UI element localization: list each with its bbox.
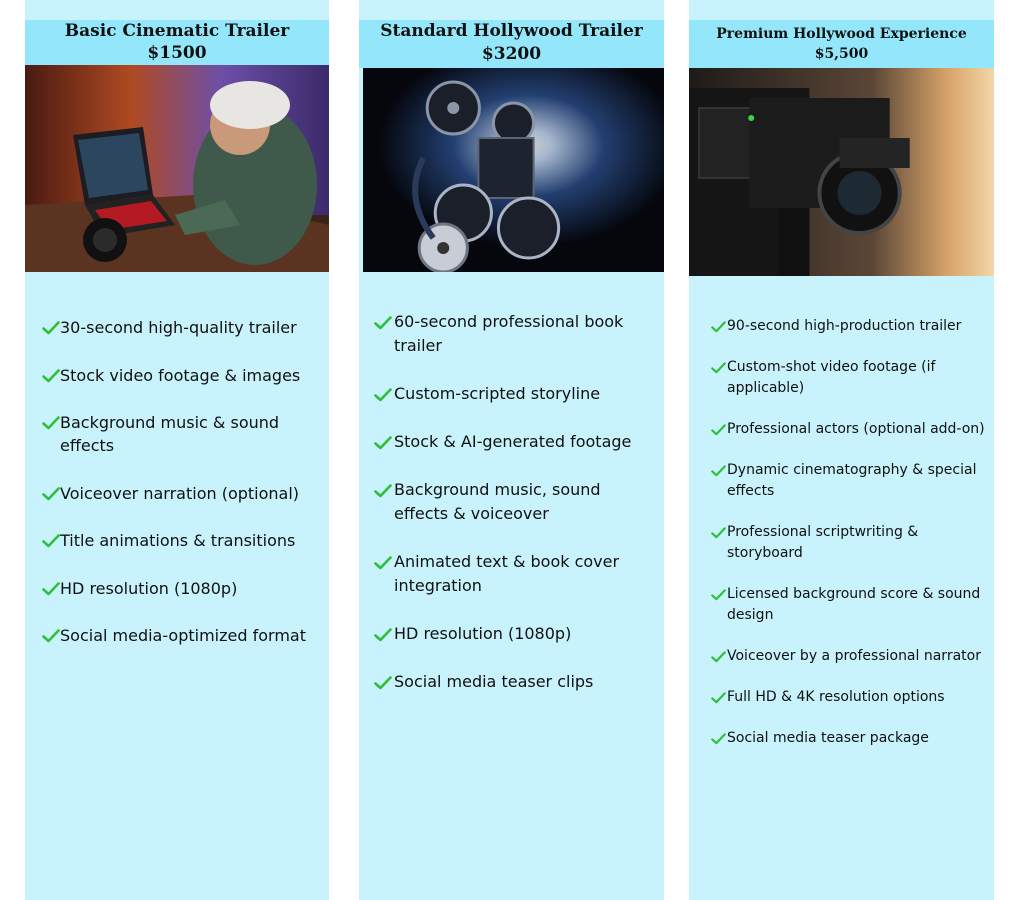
feature-text: Animated text & book cover integration xyxy=(394,552,620,595)
checkmark-icon xyxy=(711,321,726,333)
feature-item xyxy=(25,529,329,552)
plan-title: Basic Cinematic Trailer xyxy=(64,21,290,41)
photo-cinema-camera xyxy=(689,68,994,276)
feature-text: Dynamic cinematography & special effects xyxy=(727,462,977,499)
plan-price: $3200 xyxy=(481,44,542,64)
feature-list xyxy=(25,316,329,672)
feature-text: Custom-shot video footage (if applicable) xyxy=(727,359,936,396)
plan-header xyxy=(689,20,994,68)
feature-item xyxy=(359,670,664,694)
checkmark-icon xyxy=(711,651,726,663)
feature-text: Professional scriptwriting & storyboard xyxy=(727,524,919,561)
checkmark-icon xyxy=(711,424,726,436)
feature-item xyxy=(359,310,664,358)
checkmark-icon xyxy=(374,388,392,402)
plan-title: Standard Hollywood Trailer xyxy=(380,21,643,41)
feature-item xyxy=(359,478,664,526)
feature-text: Custom-scripted storyline xyxy=(394,384,601,403)
feature-text: Professional actors (optional add-on) xyxy=(727,421,985,437)
checkmark-icon xyxy=(711,733,726,745)
checkmark-icon xyxy=(374,316,392,330)
checkmark-icon xyxy=(42,321,60,335)
feature-text: Social media teaser package xyxy=(727,730,929,746)
checkmark-icon xyxy=(42,369,60,383)
feature-text: 30-second high-quality trailer xyxy=(60,318,297,337)
checkmark-icon xyxy=(374,484,392,498)
feature-text: Social media-optimized format xyxy=(60,626,306,645)
feature-item xyxy=(689,357,994,399)
checkmark-icon xyxy=(711,362,726,374)
checkmark-icon xyxy=(711,589,726,601)
feature-item xyxy=(25,482,329,505)
checkmark-icon xyxy=(42,629,60,643)
feature-item xyxy=(359,550,664,598)
feature-text: Background music & sound effects xyxy=(60,413,280,455)
feature-text: Social media teaser clips xyxy=(394,672,594,691)
feature-text: HD resolution (1080p) xyxy=(60,578,238,598)
feature-item xyxy=(689,687,994,708)
feature-text: Stock & AI-generated footage xyxy=(394,432,632,451)
feature-item xyxy=(359,622,664,646)
feature-item xyxy=(689,728,994,749)
feature-list xyxy=(359,310,664,718)
photo-editor-at-laptop xyxy=(25,65,329,272)
plan-title: Premium Hollywood Experience xyxy=(716,26,967,42)
photo-film-projector xyxy=(363,68,664,272)
feature-item xyxy=(689,646,994,667)
feature-list xyxy=(689,316,994,769)
feature-item xyxy=(689,460,994,502)
checkmark-icon xyxy=(42,416,60,430)
feature-item xyxy=(359,430,664,454)
plan-price: $1500 xyxy=(147,43,207,63)
feature-text: Voiceover narration (optional) xyxy=(60,483,300,503)
plan-card-premium xyxy=(689,0,994,900)
feature-text: 60-second professional book trailer xyxy=(394,312,624,355)
feature-item xyxy=(25,577,329,600)
feature-item xyxy=(689,584,994,626)
feature-text: Background music, sound effects & voiceover xyxy=(394,480,601,523)
checkmark-icon xyxy=(374,556,392,570)
plan-header xyxy=(25,20,329,65)
checkmark-icon xyxy=(42,487,60,501)
feature-text: Full HD & 4K resolution options xyxy=(727,689,945,705)
checkmark-icon xyxy=(374,628,392,642)
feature-item xyxy=(689,316,994,337)
plan-header xyxy=(359,20,664,68)
plan-card-standard xyxy=(359,0,664,900)
checkmark-icon xyxy=(374,676,392,690)
plan-card-basic xyxy=(25,0,329,900)
feature-text: Licensed background score & sound design xyxy=(727,586,981,623)
feature-item xyxy=(689,419,994,440)
feature-item xyxy=(25,411,310,457)
feature-item xyxy=(25,624,329,647)
checkmark-icon xyxy=(711,527,726,539)
checkmark-icon xyxy=(711,692,726,704)
checkmark-icon xyxy=(42,582,60,596)
checkmark-icon xyxy=(374,436,392,450)
feature-text: 90-second high-production trailer xyxy=(727,318,962,334)
feature-item xyxy=(359,382,664,406)
feature-item xyxy=(25,316,329,339)
plan-price: $5,500 xyxy=(814,46,869,62)
feature-text: Voiceover by a professional narrator xyxy=(727,648,981,664)
checkmark-icon xyxy=(711,465,726,477)
feature-text: Title animations & transitions xyxy=(60,531,296,550)
checkmark-icon xyxy=(42,534,60,548)
feature-text: HD resolution (1080p) xyxy=(394,624,572,643)
feature-item xyxy=(25,364,329,387)
feature-item xyxy=(689,522,994,564)
feature-text: Stock video footage & images xyxy=(60,365,301,385)
